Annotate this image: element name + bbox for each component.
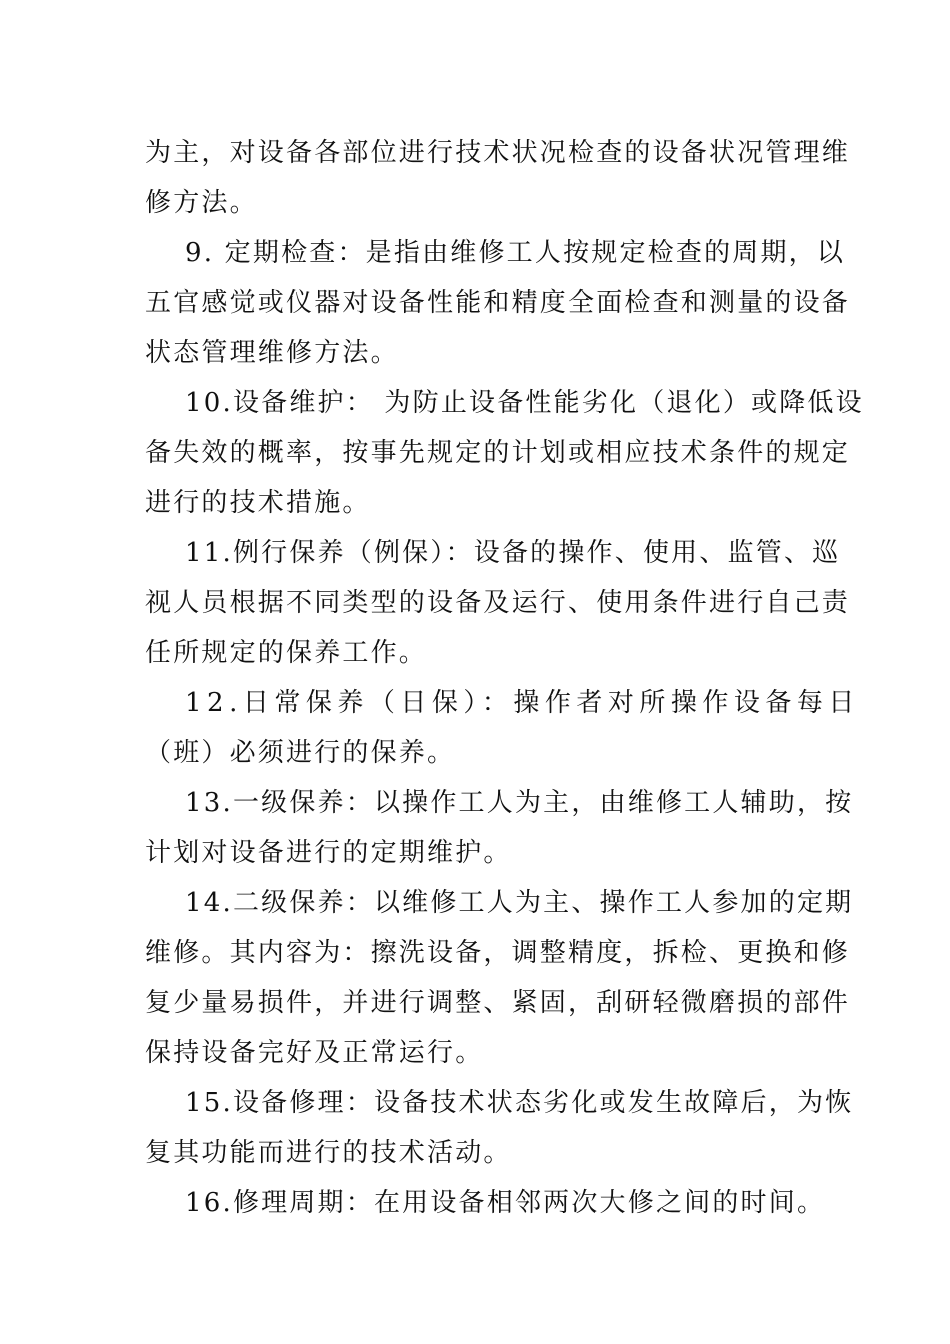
text-line: 备失效的概率，按事先规定的计划或相应技术条件的规定	[145, 438, 851, 468]
text-line: （班）必须进行的保养。	[145, 738, 456, 768]
text-line: 复其功能而进行的技术活动。	[145, 1138, 512, 1168]
text-line: 状态管理维修方法。	[145, 338, 399, 368]
item-10-line: 10.设备维护： 为防止设备性能劣化（退化）或降低设	[185, 388, 864, 418]
text-line: 任所规定的保养工作。	[145, 638, 428, 668]
item-14-line: 14.二级保养：以维修工人为主、操作工人参加的定期	[185, 888, 854, 918]
text-line: 视人员根据不同类型的设备及运行、使用条件进行自己责	[145, 588, 851, 618]
item-16-line: 16.修理周期：在用设备相邻两次大修之间的时间。	[185, 1188, 826, 1218]
item-15-line: 15.设备修理：设备技术状态劣化或发生故障后，为恢	[185, 1088, 854, 1118]
text-line: 维修。其内容为：擦洗设备，调整精度，拆检、更换和修	[145, 938, 851, 968]
text-line: 保持设备完好及正常运行。	[145, 1038, 484, 1068]
item-13-line: 13.一级保养：以操作工人为主，由维修工人辅助，按	[185, 788, 854, 818]
text-line: 进行的技术措施。	[145, 488, 371, 518]
item-11-line: 11.例行保养（例保）：设备的操作、使用、监管、巡	[185, 538, 841, 568]
text-line: 为主，对设备各部位进行技术状况检查的设备状况管理维	[145, 138, 851, 168]
text-line: 修方法。	[145, 188, 258, 218]
text-line: 五官感觉或仪器对设备性能和精度全面检查和测量的设备	[145, 288, 851, 318]
document-body	[145, 128, 864, 1228]
text-line: 计划对设备进行的定期维护。	[145, 838, 512, 868]
text-line: 复少量易损件，并进行调整、紧固，刮研轻微磨损的部件	[145, 988, 851, 1018]
item-9-line: 9. 定期检查：是指由维修工人按规定检查的周期，以	[185, 238, 846, 268]
item-12-line: 12.日常保养（日保）：操作者对所操作设备每日	[185, 688, 860, 718]
